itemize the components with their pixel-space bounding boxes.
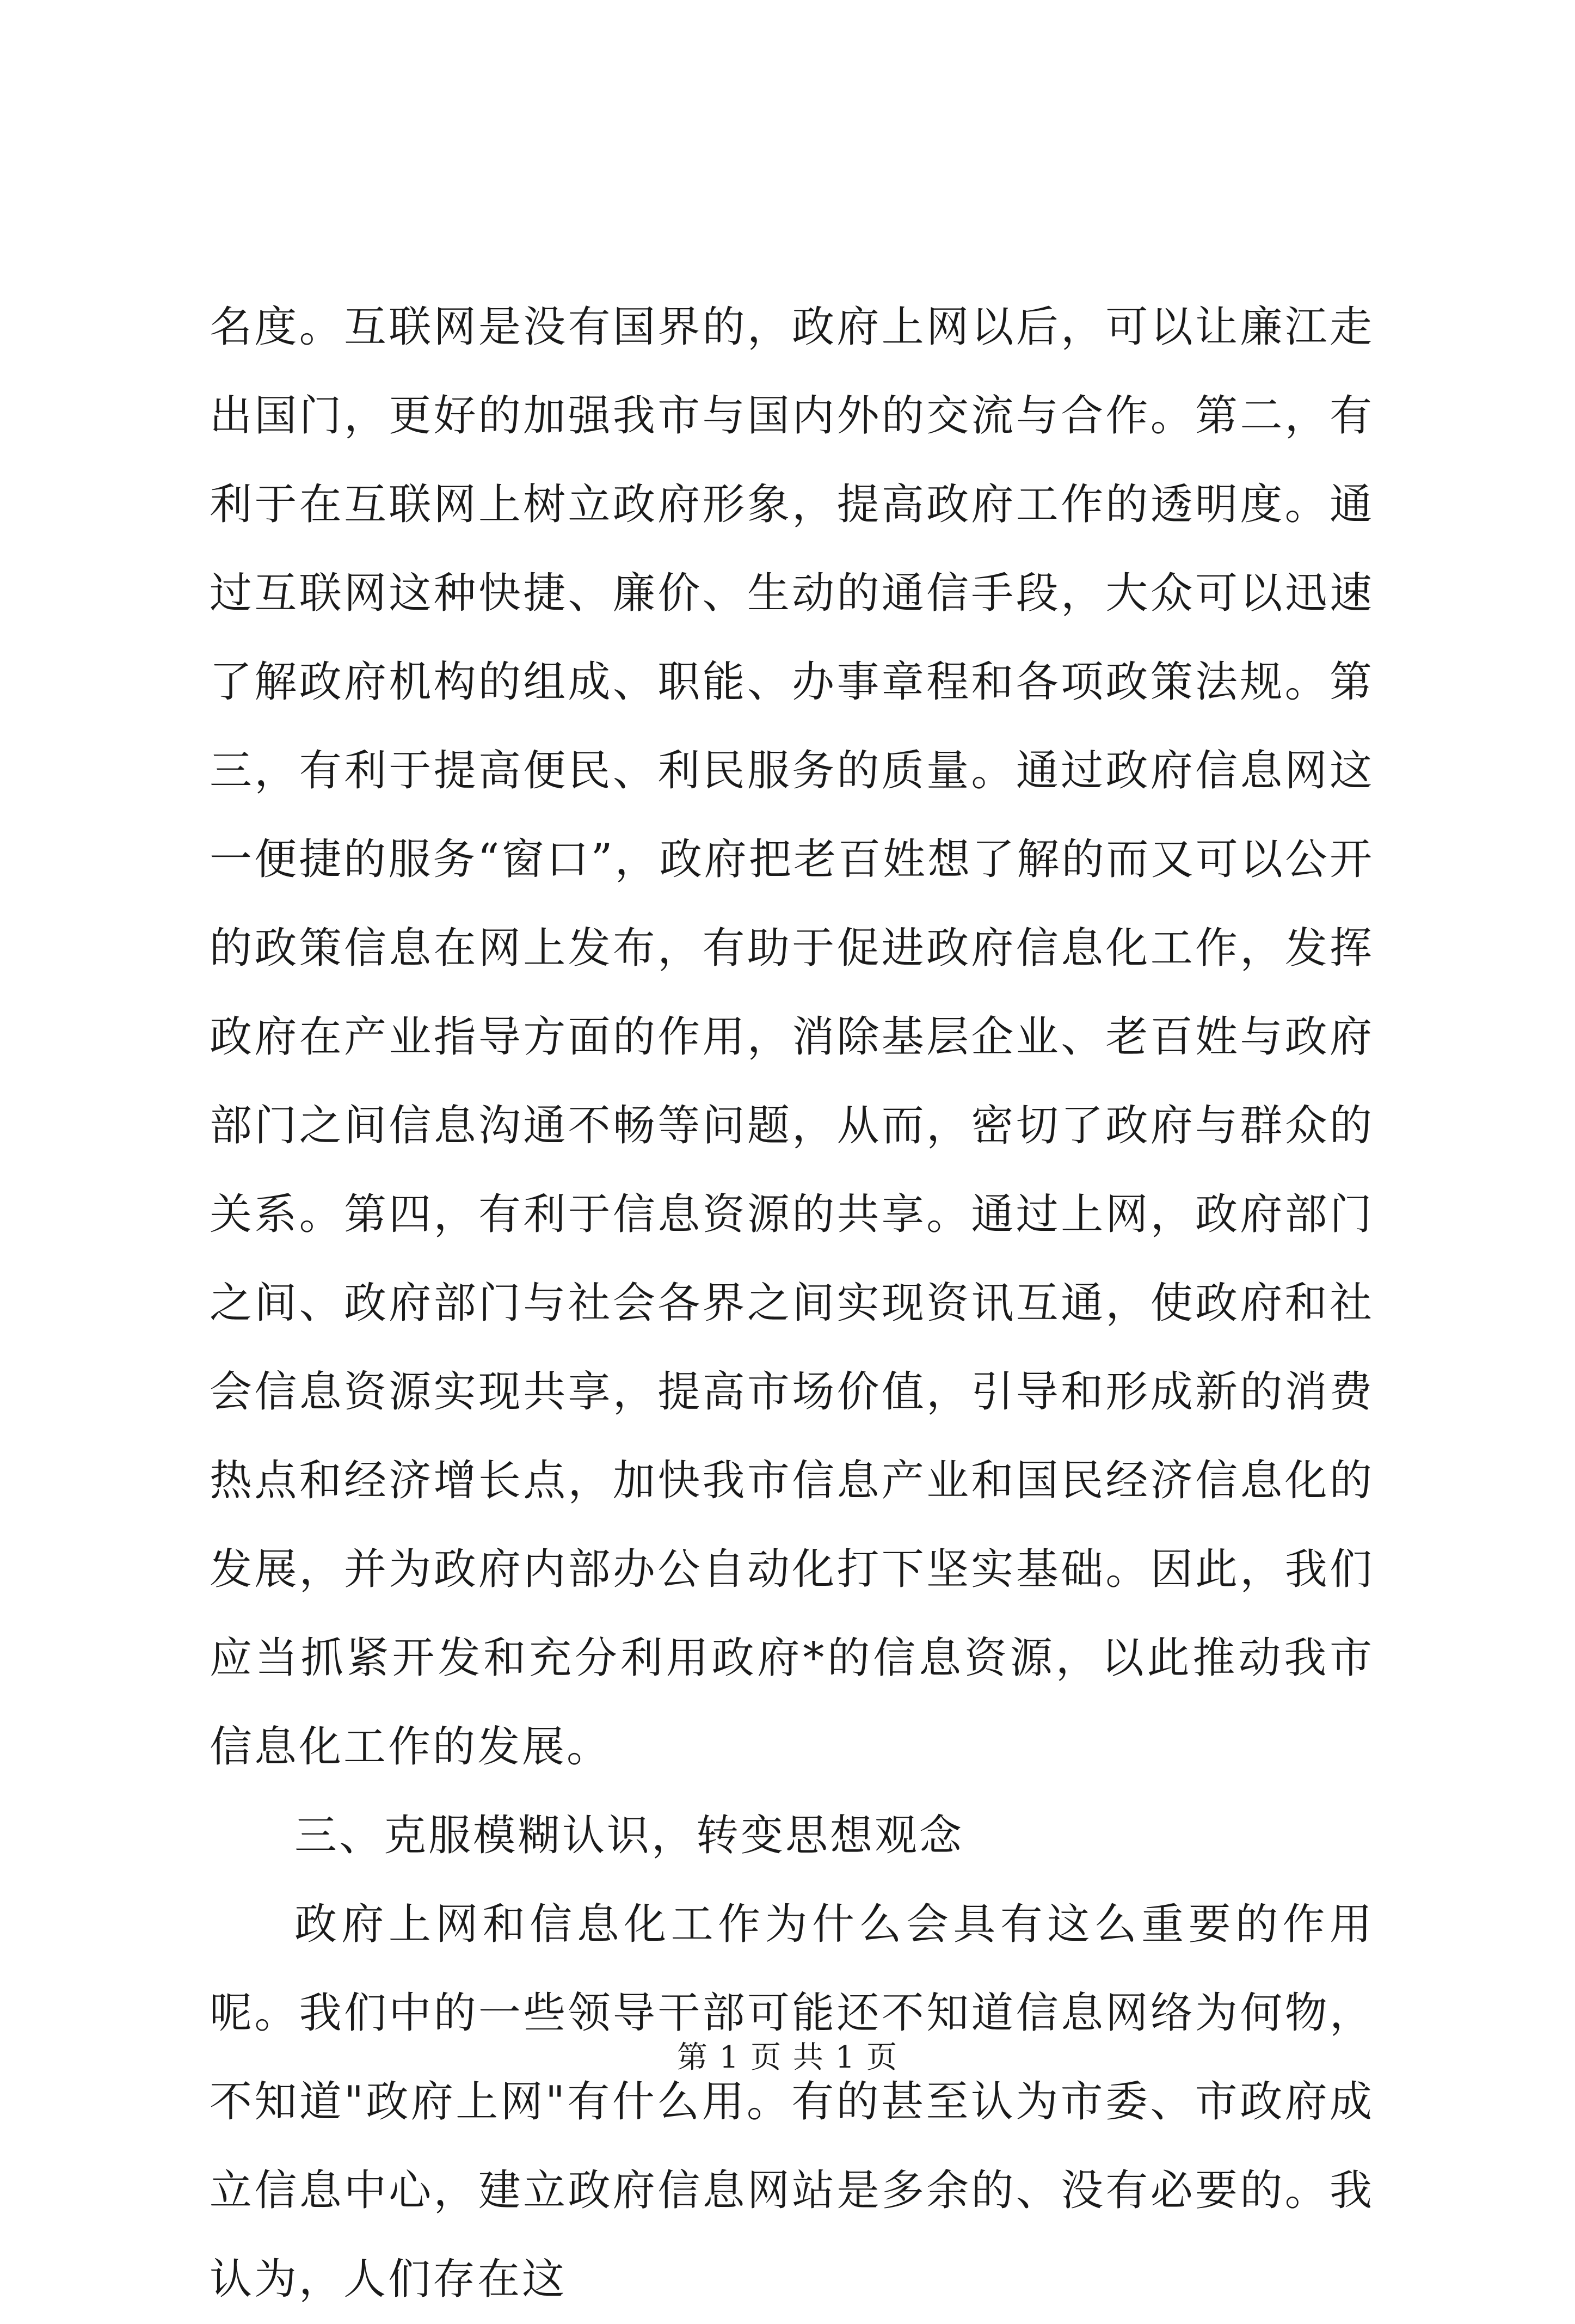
paragraph-continuation: 名度。互联网是没有国界的，政府上网以后，可以让廉江走出国门，更好的加强我市与国内外的交流与合作。第二，有利于在互联网上树立政府形象，提高政府工作的透明度。通过互联网这种快捷、廉价、生动的通信手段，大众可以迅速了解政府机构的组成、职能、办事章程和各项政策法规。第三，有利于提高便民、利民服务的质量。通过政府信息网这一便捷的服务“窗口”，政府把老百姓想了解的而又可以公开的政策信息在网上发布，有助于促进政府信息化工作，发挥政府在产业指导方面的作用，消除基层企业、老百姓与政府部门之间信息沟通不畅等问题，从而，密切了政府与群众的关系。第四，有利于信息资源的共享。通过上网，政府部门之间、政府部门与社会各界之间实现资讯互通，使政府和社会信息资源实现共享，提高市场价值，引导和形成新的消费热点和经济增长点，加快我市信息产业和国民经济信息化的发展，并为政府内部办公自动化打下坚实基础。因此，我们应当抓紧开发和充分利用政府*的信息资源，以此推动我市信息化工作的发展。 bbox=[210, 303, 1374, 1771]
paragraph: 政府上网和信息化工作为什么会具有这么重要的作用呢。我们中的一些领导干部可能还不知道信息网络为何物，不知道"政府上网"有什么用。有的甚至认为市委、市政府成立信息中心，建立政府信息网站是多余的、没有必要的。我认为，人们存在这 bbox=[210, 1900, 1374, 2304]
section-heading: 三、克服模糊认识，转变思想观念 bbox=[294, 1811, 964, 1860]
document-body bbox=[210, 283, 1374, 2324]
page-footer: 第 1 页 共 1 页 bbox=[676, 2040, 899, 2075]
